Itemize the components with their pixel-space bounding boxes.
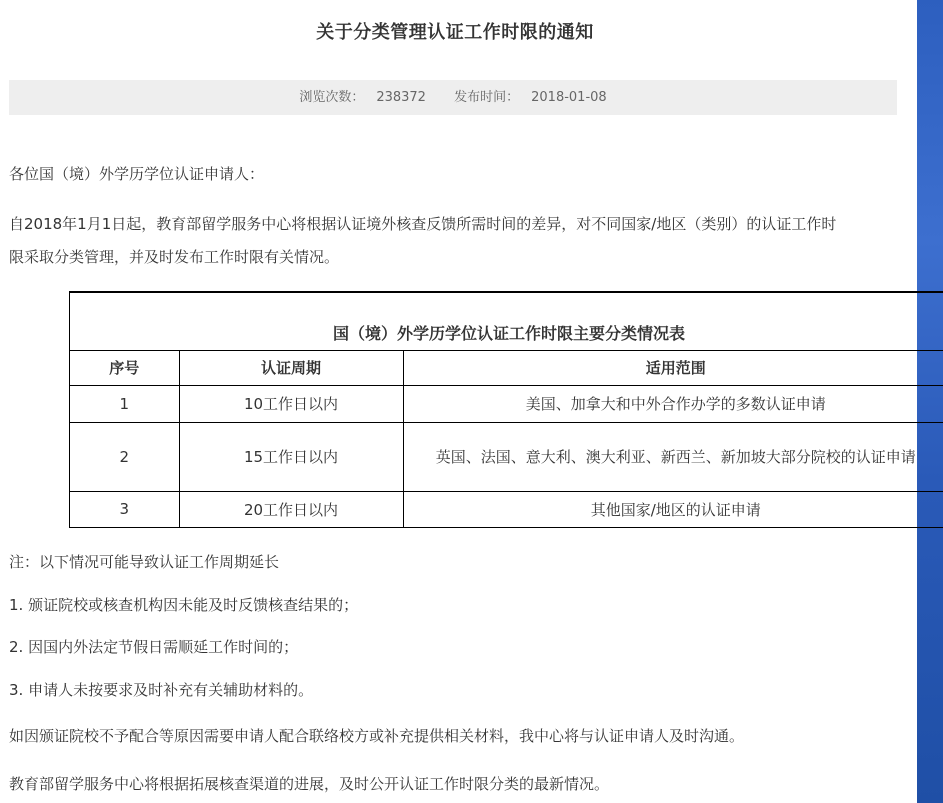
intro-line-1: 自2018年1月1日起，教育部留学服务中心将根据认证境外核查反馈所需时间的差异，对不同国家/地区（类别）的认证工作时 (9, 215, 837, 233)
closing-paragraph-2: 教育部留学服务中心将根据拓展核查渠道的进展，及时公开认证工作时限分类的最新情况。 (9, 775, 610, 793)
intro-line-2: 限采取分类管理，并及时发布工作时限有关情况。 (9, 248, 340, 266)
row-no: 3 (70, 491, 180, 527)
view-count-label: 浏览次数： (299, 90, 365, 105)
row-scope: 其他国家/地区的认证申请 (403, 491, 943, 527)
row-period: 20工作日以内 (179, 491, 403, 527)
view-count-value: 238372 (376, 90, 426, 105)
article-meta (9, 80, 897, 115)
header-period: 认证周期 (179, 350, 403, 385)
note-item-1: 1. 颁证院校或核查机构因未能及时反馈核查结果的； (9, 596, 359, 614)
notes-heading: 注：以下情况可能导致认证工作周期延长 (9, 553, 280, 571)
page-title: 关于分类管理认证工作时限的通知 (316, 22, 594, 43)
row-period: 15工作日以内 (179, 422, 403, 491)
row-scope: 英国、法国、意大利、澳大利亚、新西兰、新加坡大部分院校的认证申请 (403, 422, 943, 491)
note-item-3: 3. 申请人未按要求及时补充有关辅助材料的。 (9, 681, 314, 699)
table-caption: 国（境）外学历学位认证工作时限主要分类情况表 (70, 292, 943, 350)
view-count (293, 90, 432, 105)
row-no: 2 (70, 422, 180, 491)
table-row (70, 491, 943, 527)
row-no: 1 (70, 385, 180, 422)
row-scope: 美国、加拿大和中外合作办学的多数认证申请 (403, 385, 943, 422)
publish-date-label: 发布时间： (454, 90, 520, 105)
time-limit-table (69, 291, 943, 528)
table-row (70, 422, 943, 491)
header-scope: 适用范围 (403, 350, 943, 385)
publish-date-value: 2018-01-08 (531, 90, 607, 105)
greeting: 各位国（境）外学历学位认证申请人： (9, 165, 265, 183)
table-row (70, 385, 943, 422)
closing-paragraph-1: 如因颁证院校不予配合等原因需要申请人配合联络校方或补充提供相关材料，我中心将与认证申请人及时沟通。 (9, 727, 745, 745)
note-item-2: 2. 因国内外法定节假日需顺延工作时间的； (9, 638, 299, 656)
row-period: 10工作日以内 (179, 385, 403, 422)
publish-date (448, 90, 613, 105)
header-no: 序号 (70, 350, 180, 385)
